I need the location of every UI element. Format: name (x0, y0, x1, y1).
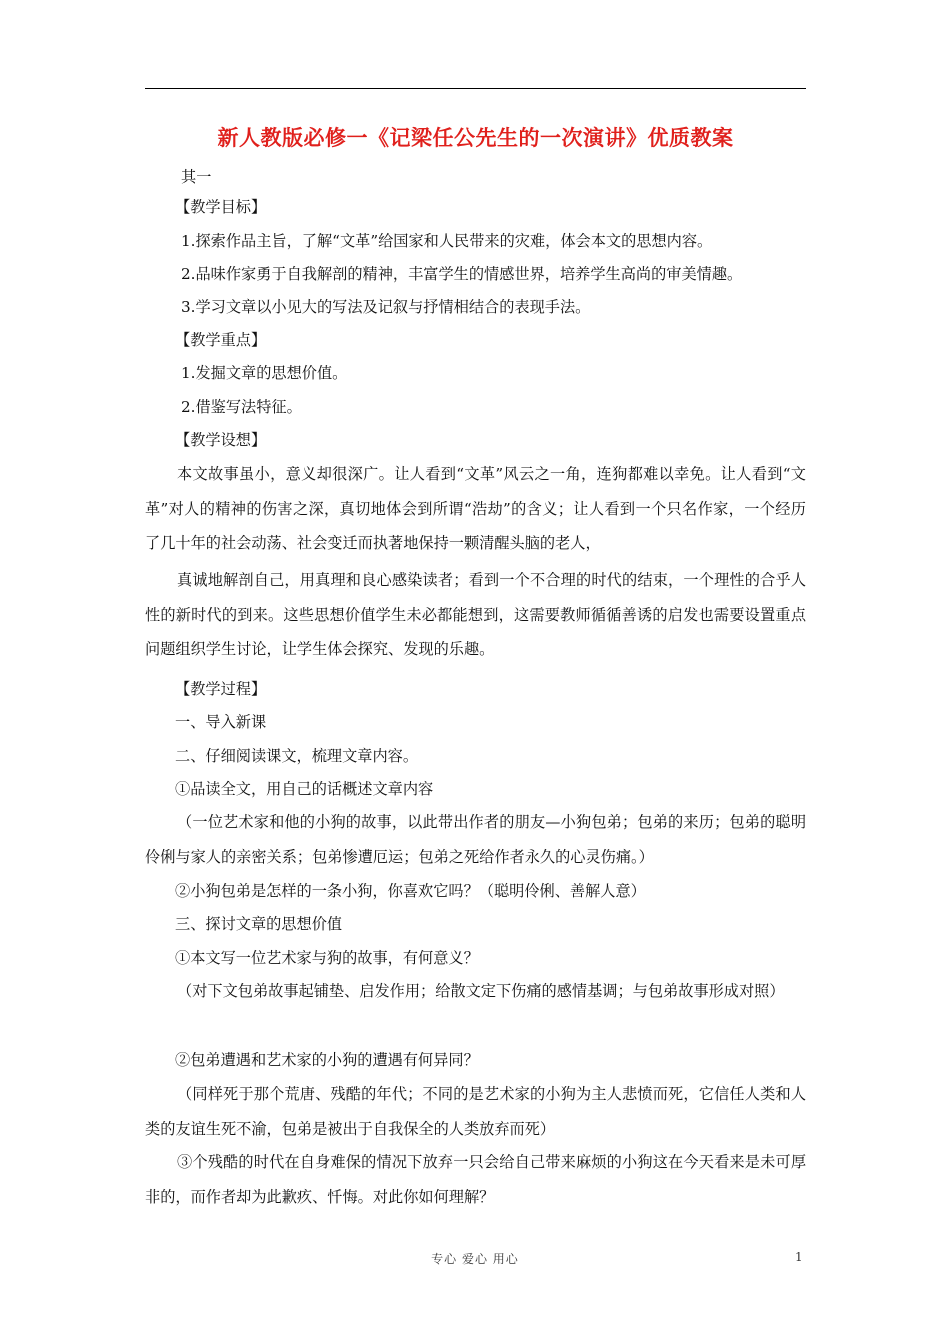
process-step: 一、导入新课 (175, 713, 267, 731)
answer: （对下文包弟故事起铺垫、启发作用；给散文定下伤痛的感情基调；与包弟故事形成对照） (177, 982, 785, 1000)
design-paragraph: 真诚地解剖自己，用真理和良心感染读者；看到一个不合理的时代的结束，一个理性的合乎人性的新时代的到来。这些思想价值学生未必都能想到，这需要教师循循善诱的启发也需要设置重点问题组织学生讨论，让学生体会探究、发现的乐趣。 (145, 571, 806, 659)
design-paragraph: 本文故事虽小，意义却很深广。让人看到“文革”风云之一角，连狗都难以幸免。让人看到“文革”对人的精神的伤害之深，真切地体会到所谓“浩劫”的含义；让人看到一个只名作家，一个经历了几十年的社会动荡、社会变迁而执著地保持一颗清醒头脑的老人， (145, 465, 806, 553)
process-step: 三、探讨文章的思想价值 (175, 915, 343, 933)
question: ①本文写一位艺术家与狗的故事，有何意义？ (175, 949, 479, 967)
focus-item: 2.借鉴写法特征。 (181, 398, 302, 416)
focus-item: 1.发掘文章的思想价值。 (181, 364, 348, 382)
question: ②包弟遭遇和艺术家的小狗的遭遇有何异同？ (175, 1051, 479, 1069)
question: ①品读全文，用自己的话概述文章内容 (175, 780, 434, 798)
focus-heading: 【教学重点】 (175, 331, 267, 349)
footer-motto: 专心 爱心 用心 (431, 1252, 519, 1266)
header-rule (145, 88, 806, 89)
section-intro: 其一 (181, 168, 212, 186)
process-step: 二、仔细阅读课文，梳理文章内容。 (175, 747, 418, 765)
design-heading: 【教学设想】 (175, 431, 267, 449)
process-heading: 【教学过程】 (175, 680, 267, 698)
question: ③个残酷的时代在自身难保的情况下放弃一只会给自己带来麻烦的小狗这在今天看来是未可厚非的，而作者却为此歉疚、忏悔。对此你如何理解？ (145, 1153, 806, 1206)
question: ②小狗包弟是怎样的一条小狗，你喜欢它吗？（聪明伶俐、善解人意） (175, 882, 646, 900)
document-title: 新人教版必修一《记梁任公先生的一次演讲》优质教案 (217, 126, 734, 150)
goal-item: 1.探索作品主旨，了解“文革”给国家和人民带来的灾难，体会本文的思想内容。 (181, 232, 713, 250)
goal-item: 2.品味作家勇于自我解剖的精神，丰富学生的情感世界，培养学生高尚的审美情趣。 (181, 265, 743, 283)
answer: （一位艺术家和他的小狗的故事，以此带出作者的朋友—小狗包弟；包弟的来历；包弟的聪明伶俐与家人的亲密关系；包弟惨遭厄运；包弟之死给作者永久的心灵伤痛。） (145, 813, 806, 866)
page-number: 1 (795, 1250, 803, 1264)
goal-item: 3.学习文章以小见大的写法及记叙与抒情相结合的表现手法。 (181, 298, 591, 316)
answer: （同样死于那个荒唐、残酷的年代；不同的是艺术家的小狗为主人悲愤而死，它信任人类和人类的友谊生死不渝，包弟是被出于自我保全的人类放弃而死） (145, 1085, 806, 1138)
goals-heading: 【教学目标】 (175, 198, 267, 216)
